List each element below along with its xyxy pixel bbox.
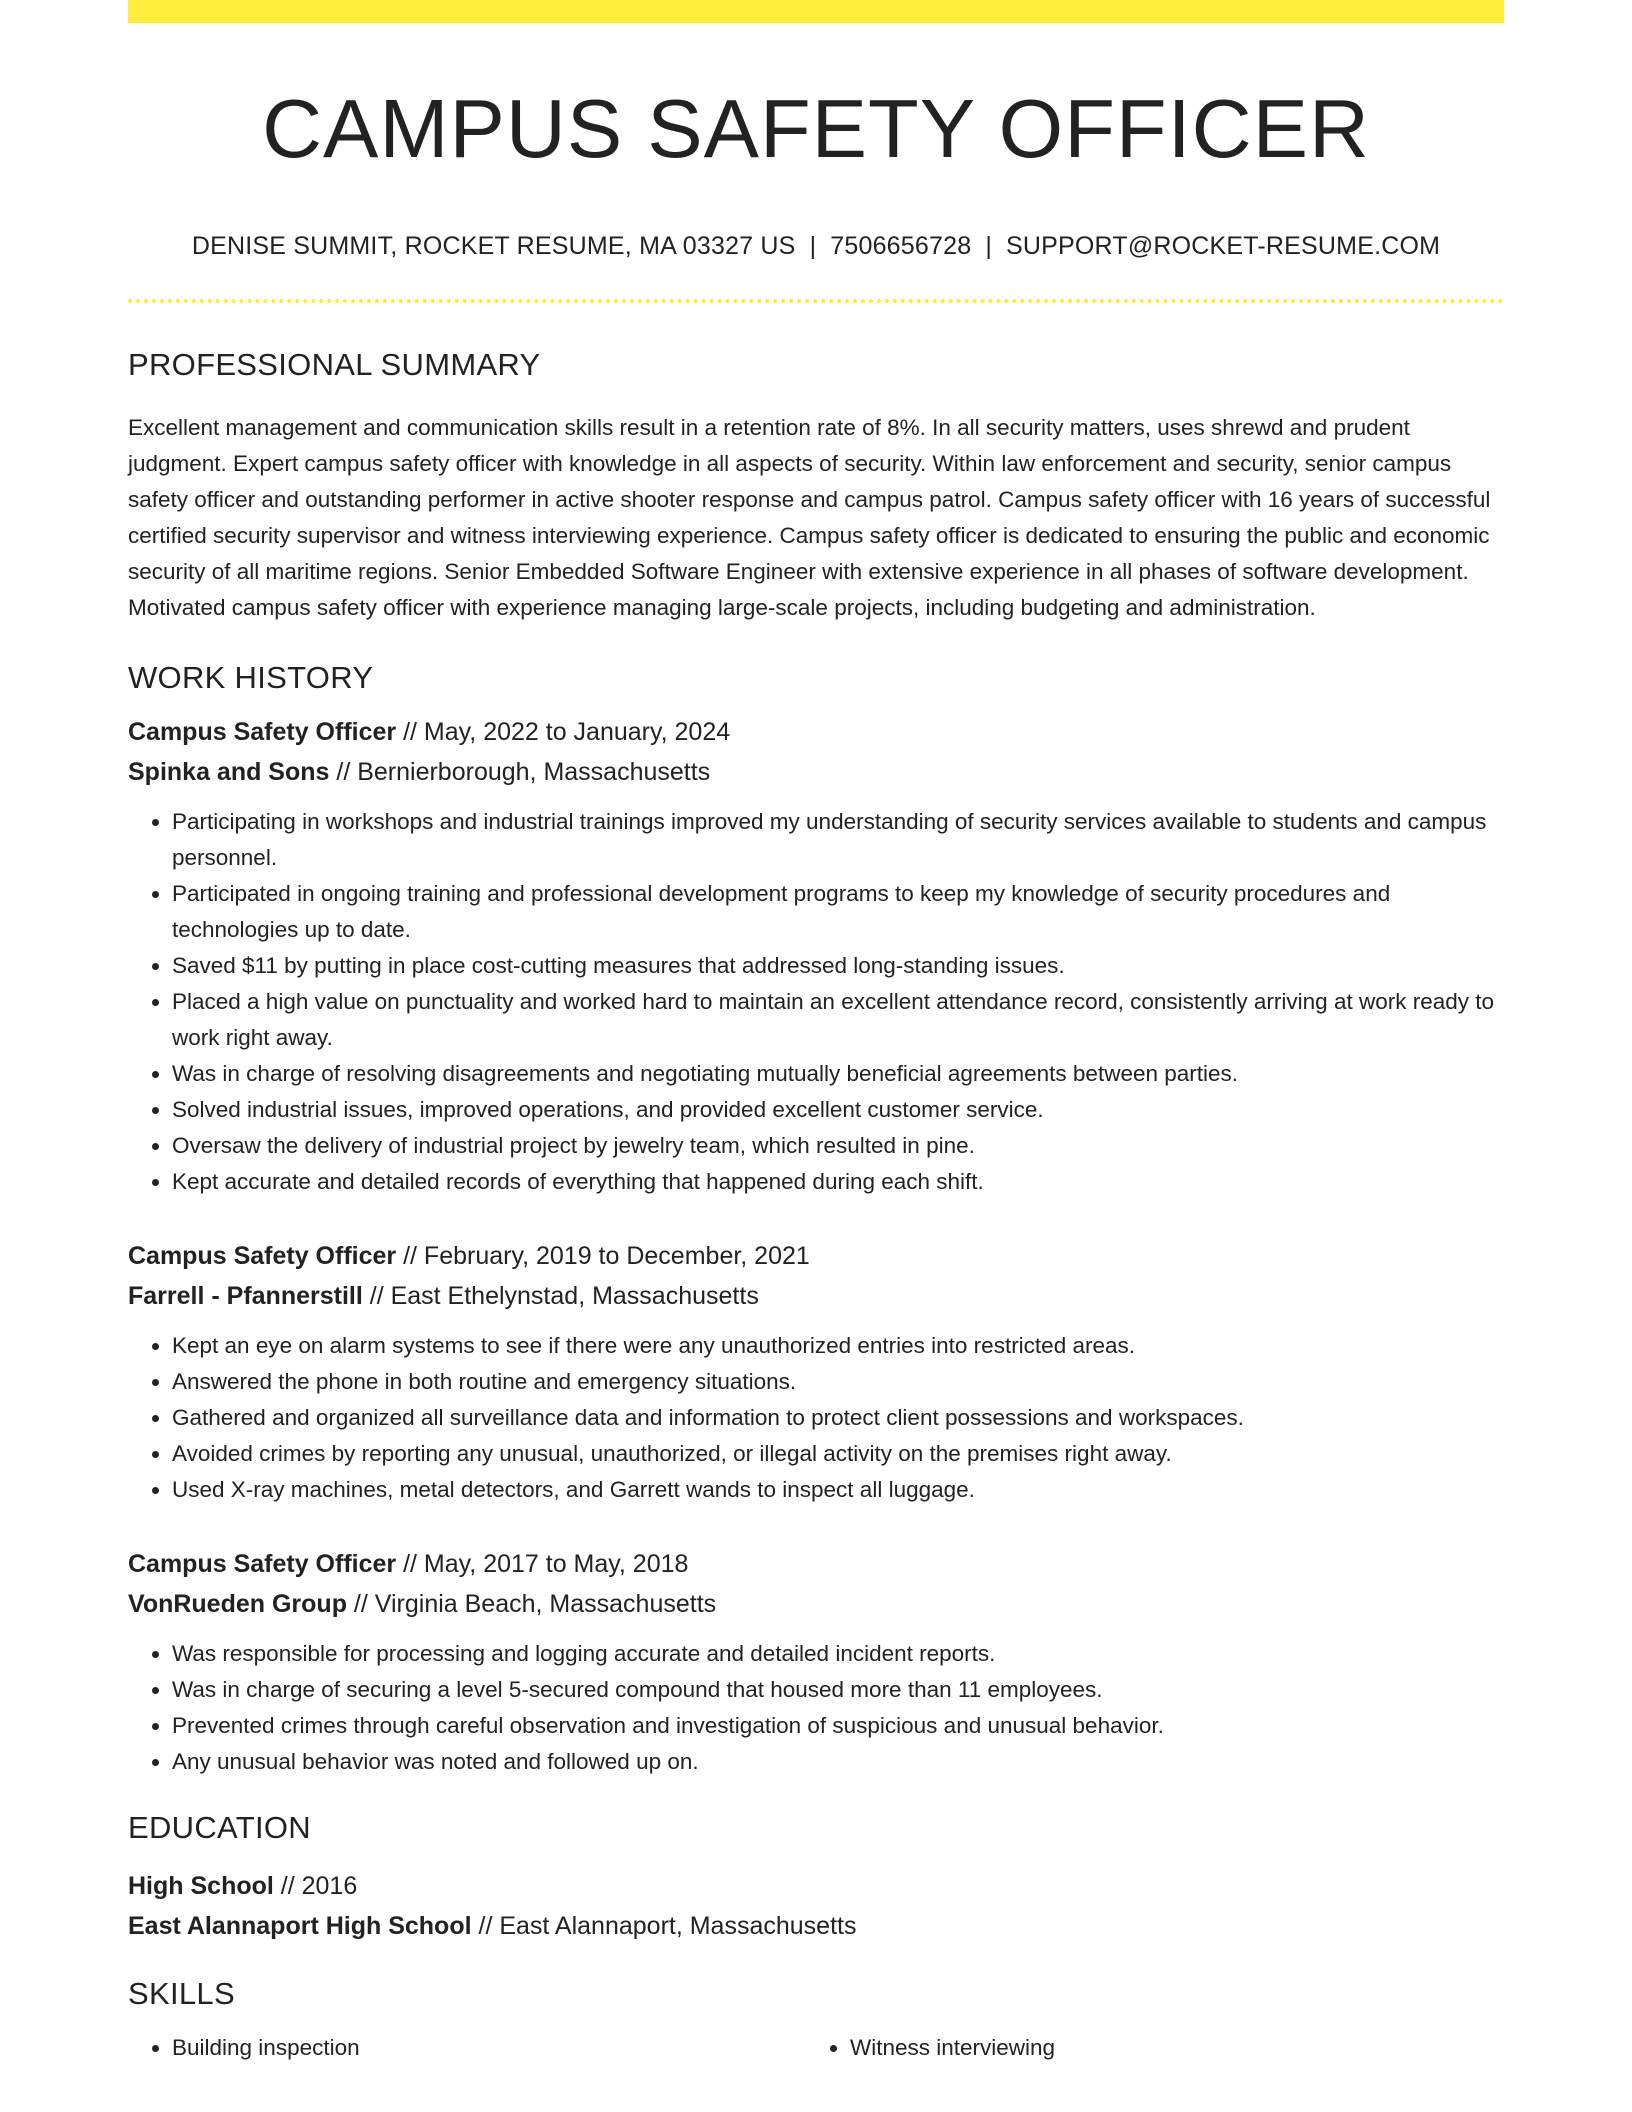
contact-email: SUPPORT@ROCKET-RESUME.COM bbox=[1006, 232, 1441, 261]
education-heading: EDUCATION bbox=[128, 1810, 311, 1846]
job-dates: // February, 2019 to December, 2021 bbox=[396, 1242, 810, 1271]
contact-separator: | bbox=[809, 232, 817, 261]
job-title: Campus Safety Officer bbox=[128, 718, 397, 747]
job-bullets bbox=[128, 804, 1504, 1200]
top-accent-bar bbox=[128, 0, 1504, 23]
skills-column-right bbox=[806, 2030, 1484, 2066]
job-bullet: • Kept an eye on alarm systems to see if there were any unauthorized entries into restricted areas. bbox=[172, 1328, 1504, 1364]
resume-title: CAMPUS SAFETY OFFICER bbox=[262, 82, 1370, 175]
job-location: // Virginia Beach, Massachusetts bbox=[346, 1590, 717, 1619]
contact-phone: 7506656728 bbox=[830, 232, 972, 261]
job-bullet: • Was responsible for processing and logging accurate and detailed incident reports. bbox=[172, 1636, 1504, 1672]
contact-separator: | bbox=[985, 232, 993, 261]
job-bullet: • Participated in ongoing training and professional development programs to keep my knowledge of security procedures and technologies up to date. bbox=[172, 876, 1504, 948]
skills-column-left bbox=[128, 2030, 806, 2066]
job-location: // Bernierborough, Massachusetts bbox=[329, 758, 711, 787]
job-company-line bbox=[128, 1276, 1504, 1316]
job-bullet: • Was in charge of resolving disagreements and negotiating mutually beneficial agreements between parties. bbox=[172, 1056, 1504, 1092]
job-bullet: • Prevented crimes through careful observation and investigation of suspicious and unusual behavior. bbox=[172, 1708, 1504, 1744]
job-bullet: • Solved industrial issues, improved operations, and provided excellent customer service. bbox=[172, 1092, 1504, 1128]
job-dates: // May, 2022 to January, 2024 bbox=[396, 718, 731, 747]
job-entry bbox=[128, 712, 1504, 1200]
skills-heading: SKILLS bbox=[128, 1976, 235, 2012]
education-location: // East Alannaport, Massachusetts bbox=[471, 1912, 857, 1941]
contact-line bbox=[128, 232, 1504, 261]
job-bullet: • Used X-ray machines, metal detectors, and Garrett wands to inspect all luggage. bbox=[172, 1472, 1504, 1508]
job-title-line bbox=[128, 1544, 1504, 1584]
education-degree-line bbox=[128, 1866, 1504, 1906]
job-company-line bbox=[128, 1584, 1504, 1624]
dotted-divider bbox=[128, 299, 1504, 303]
job-bullet: • Any unusual behavior was noted and followed up on. bbox=[172, 1744, 1504, 1780]
job-entry bbox=[128, 1544, 1504, 1780]
job-bullet: • Oversaw the delivery of industrial project by jewelry team, which resulted in pine. bbox=[172, 1128, 1504, 1164]
job-company: VonRueden Group bbox=[128, 1590, 347, 1619]
job-bullets bbox=[128, 1328, 1504, 1508]
education-school-line bbox=[128, 1906, 1504, 1946]
job-title-line bbox=[128, 1236, 1504, 1276]
education-year: // 2016 bbox=[273, 1872, 358, 1901]
summary-text: Excellent management and communication skills result in a retention rate of 8%. In all security matters, uses shrewd and prudent judgment. Expert campus safety officer with knowledge in all aspects of security. Within law enforcement and security, senior campus safety officer and outstanding performer in active shooter response and campus patrol. Campus safety officer with 16 years of successful certified security supervisor and witness interviewing experience. Campus safety officer is dedicated to ensuring the public and economic security of all maritime regions. Senior Embedded Software Engineer with extensive experience in all phases of software development. Motivated campus safety officer with experience managing large-scale projects, including budgeting and administration. bbox=[128, 415, 1491, 621]
summary-heading: PROFESSIONAL SUMMARY bbox=[128, 347, 541, 383]
job-company-line bbox=[128, 752, 1504, 792]
education-degree: High School bbox=[128, 1872, 274, 1901]
job-bullet: • Answered the phone in both routine and emergency situations. bbox=[172, 1364, 1504, 1400]
resume-page bbox=[128, 0, 1504, 2066]
job-title: Campus Safety Officer bbox=[128, 1550, 397, 1579]
education-school: East Alannaport High School bbox=[128, 1912, 472, 1941]
job-bullet: • Saved $11 by putting in place cost-cutting measures that addressed long-standing issues. bbox=[172, 948, 1504, 984]
job-bullets bbox=[128, 1636, 1504, 1780]
job-bullet: • Participating in workshops and industrial trainings improved my understanding of security services available to students and campus personnel. bbox=[172, 804, 1504, 876]
job-bullet: • Was in charge of securing a level 5-secured compound that housed more than 11 employees. bbox=[172, 1672, 1504, 1708]
job-company: Farrell - Pfannerstill bbox=[128, 1282, 363, 1311]
skill-item: • Building inspection bbox=[172, 2030, 806, 2066]
job-bullet: • Kept accurate and detailed records of everything that happened during each shift. bbox=[172, 1164, 1504, 1200]
job-location: // East Ethelynstad, Massachusetts bbox=[362, 1282, 759, 1311]
job-company: Spinka and Sons bbox=[128, 758, 330, 787]
skill-item: • Witness interviewing bbox=[850, 2030, 1484, 2066]
work-history-heading: WORK HISTORY bbox=[128, 660, 374, 696]
job-bullet: • Avoided crimes by reporting any unusual, unauthorized, or illegal activity on the premises right away. bbox=[172, 1436, 1504, 1472]
job-dates: // May, 2017 to May, 2018 bbox=[396, 1550, 689, 1579]
job-bullet: • Placed a high value on punctuality and worked hard to maintain an excellent attendance record, consistently arriving at work ready to work right away. bbox=[172, 984, 1504, 1056]
skills-grid bbox=[128, 2030, 1504, 2066]
job-bullet: • Gathered and organized all surveillance data and information to protect client possessions and workspaces. bbox=[172, 1400, 1504, 1436]
job-title: Campus Safety Officer bbox=[128, 1242, 397, 1271]
job-title-line bbox=[128, 712, 1504, 752]
job-entry bbox=[128, 1236, 1504, 1508]
education-entry bbox=[128, 1866, 1504, 1946]
contact-address: DENISE SUMMIT, ROCKET RESUME, MA 03327 US bbox=[191, 232, 796, 261]
